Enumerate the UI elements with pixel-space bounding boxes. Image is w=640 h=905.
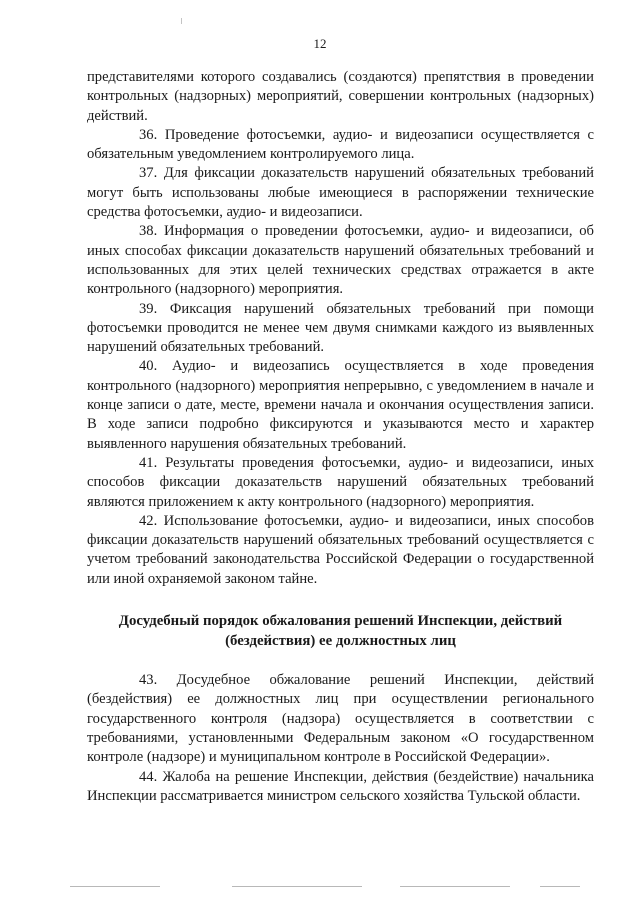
section-heading bbox=[87, 611, 594, 651]
paragraph-36: 36. Проведение фотосъемки, аудио- и видеозаписи осуществляется с обязательным уведомлением контролируемого лица. bbox=[87, 126, 594, 163]
paragraph-41: 41. Результаты проведения фотосъемки, аудио- и видеозаписи, иных способов фиксации доказательств нарушений обязательных требований являются приложением к акту контрольного (надзорного) мероприятия. bbox=[87, 454, 594, 510]
paragraph-43: 43. Досудебное обжалование решений Инспекции, действий (бездействия) ее должностных лиц при осуществлении регионального государственного контроля (надзора) осуществляется в соответствии с требованиями, установленными Федеральным законом «О государственном контроле (надзоре) и муниципальном контроле в Российской Федерации». bbox=[87, 672, 594, 766]
paragraph-37: 37. Для фиксации доказательств нарушений обязательных требований могут быть использованы любые имеющиеся в распоряжении технические средства фотосъемки, аудио- и видеозаписи. bbox=[87, 165, 594, 221]
document-body bbox=[87, 68, 594, 806]
page-number: 12 bbox=[313, 36, 327, 51]
section-heading-line-1: Досудебный порядок обжалования решений Инспекции, действий bbox=[118, 613, 563, 630]
section-heading-line-2: (бездействия) ее должностных лиц bbox=[225, 633, 456, 650]
scan-artifact-line bbox=[232, 886, 362, 887]
paragraph-39: 39. Фиксация нарушений обязательных требований при помощи фотосъемки проводится не менее чем двумя снимками каждого из выявленных нарушений обязательных требований. bbox=[87, 300, 594, 356]
paragraph-42: 42. Использование фотосъемки, аудио- и видеозаписи, иных способов фиксации доказательств нарушений обязательных требований осуществляется с учетом требований законодательства Российской Федерации о государственной или иной охраняемой законом тайне. bbox=[87, 512, 594, 587]
scan-artifact-line bbox=[540, 886, 580, 887]
scan-artifact-line bbox=[400, 886, 510, 887]
paragraph-44: 44. Жалоба на решение Инспекции, действия (бездействие) начальника Инспекции рассматривается министром сельского хозяйства Тульской области. bbox=[87, 768, 594, 804]
scan-mark-top bbox=[181, 18, 182, 24]
paragraph-40: 40. Аудио- и видеозапись осуществляется в ходе проведения контрольного (надзорного) мероприятия непрерывно, с уведомлением в начале и конце записи о дате, месте, времени начала и окончания осуществления записи. В ходе записи подробно фиксируются и указываются место и характер выявленного нарушения обязательных требований. bbox=[87, 358, 594, 452]
paragraph-continuation: представителями которого создавались (создаются) препятствия в проведении контрольных (надзорных) мероприятий, совершении контрольных (надзорных) действий. bbox=[87, 69, 594, 124]
scan-artifact-line bbox=[70, 886, 160, 887]
paragraph-38: 38. Информация о проведении фотосъемки, аудио- и видеозаписи, об иных способах фиксации доказательств нарушений обязательных требований и использованных для этих целей технических средствах отражается в акте контрольного (надзорного) мероприятия. bbox=[87, 223, 594, 298]
